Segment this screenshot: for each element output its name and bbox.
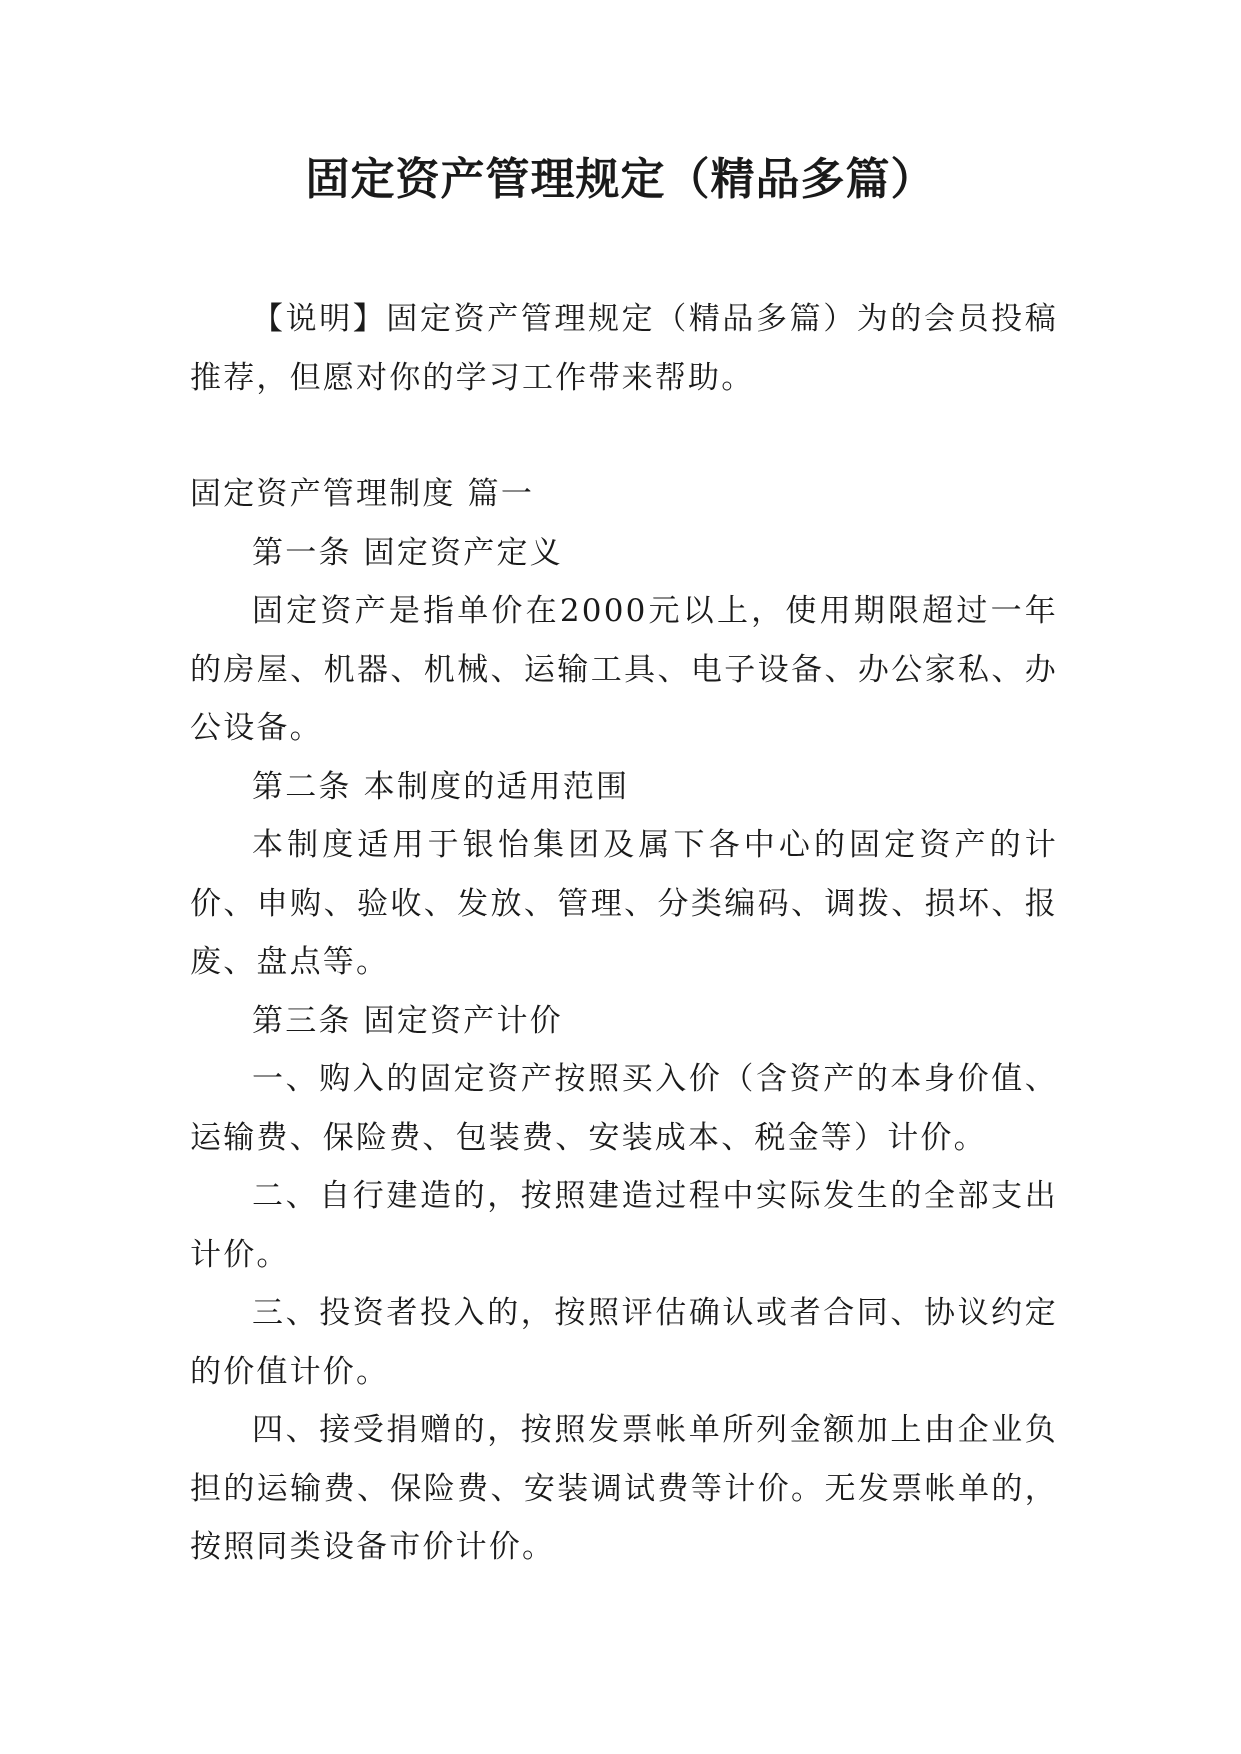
- article-text-3-item-4: 四、接受捐赠的，按照发票帐单所列金额加上由企业负担的运输费、保险费、安装调试费等计价。无发票帐单的，按照同类设备市价计价。: [190, 1412, 1058, 1565]
- article-text-2: 本制度适用于银怡集团及属下各中心的固定资产的计价、申购、验收、发放、管理、分类编码、调拨、损坏、报废、盘点等。: [190, 827, 1058, 980]
- section-heading: 固定资产管理制度 篇一: [190, 476, 535, 512]
- article-text-3-item-1: 一、购入的固定资产按照买入价（含资产的本身价值、运输费、保险费、包装费、安装成本、税金等）计价。: [190, 1061, 1058, 1156]
- article-heading-2: 第二条 本制度的适用范围: [252, 768, 630, 805]
- document-title: 固定资产管理规定（精品多篇）: [305, 154, 936, 205]
- intro-paragraph: 【说明】固定资产管理规定（精品多篇）为的会员投稿推荐，但愿对你的学习工作带来帮助。: [190, 301, 1058, 396]
- article-heading-1: 第一条 固定资产定义: [252, 534, 563, 571]
- article-heading-3: 第三条 固定资产计价: [252, 1002, 563, 1039]
- document-body: [190, 290, 1058, 1577]
- article-text-3-item-3: 三、投资者投入的，按照评估确认或者合同、协议约定的价值计价。: [190, 1295, 1058, 1390]
- article-text-3-item-2: 二、自行建造的，按照建造过程中实际发生的全部支出计价。: [190, 1178, 1058, 1273]
- article-text-1: 固定资产是指单价在2000元以上，使用期限超过一年的房屋、机器、机械、运输工具、电子设备、办公家私、办公设备。: [190, 593, 1058, 746]
